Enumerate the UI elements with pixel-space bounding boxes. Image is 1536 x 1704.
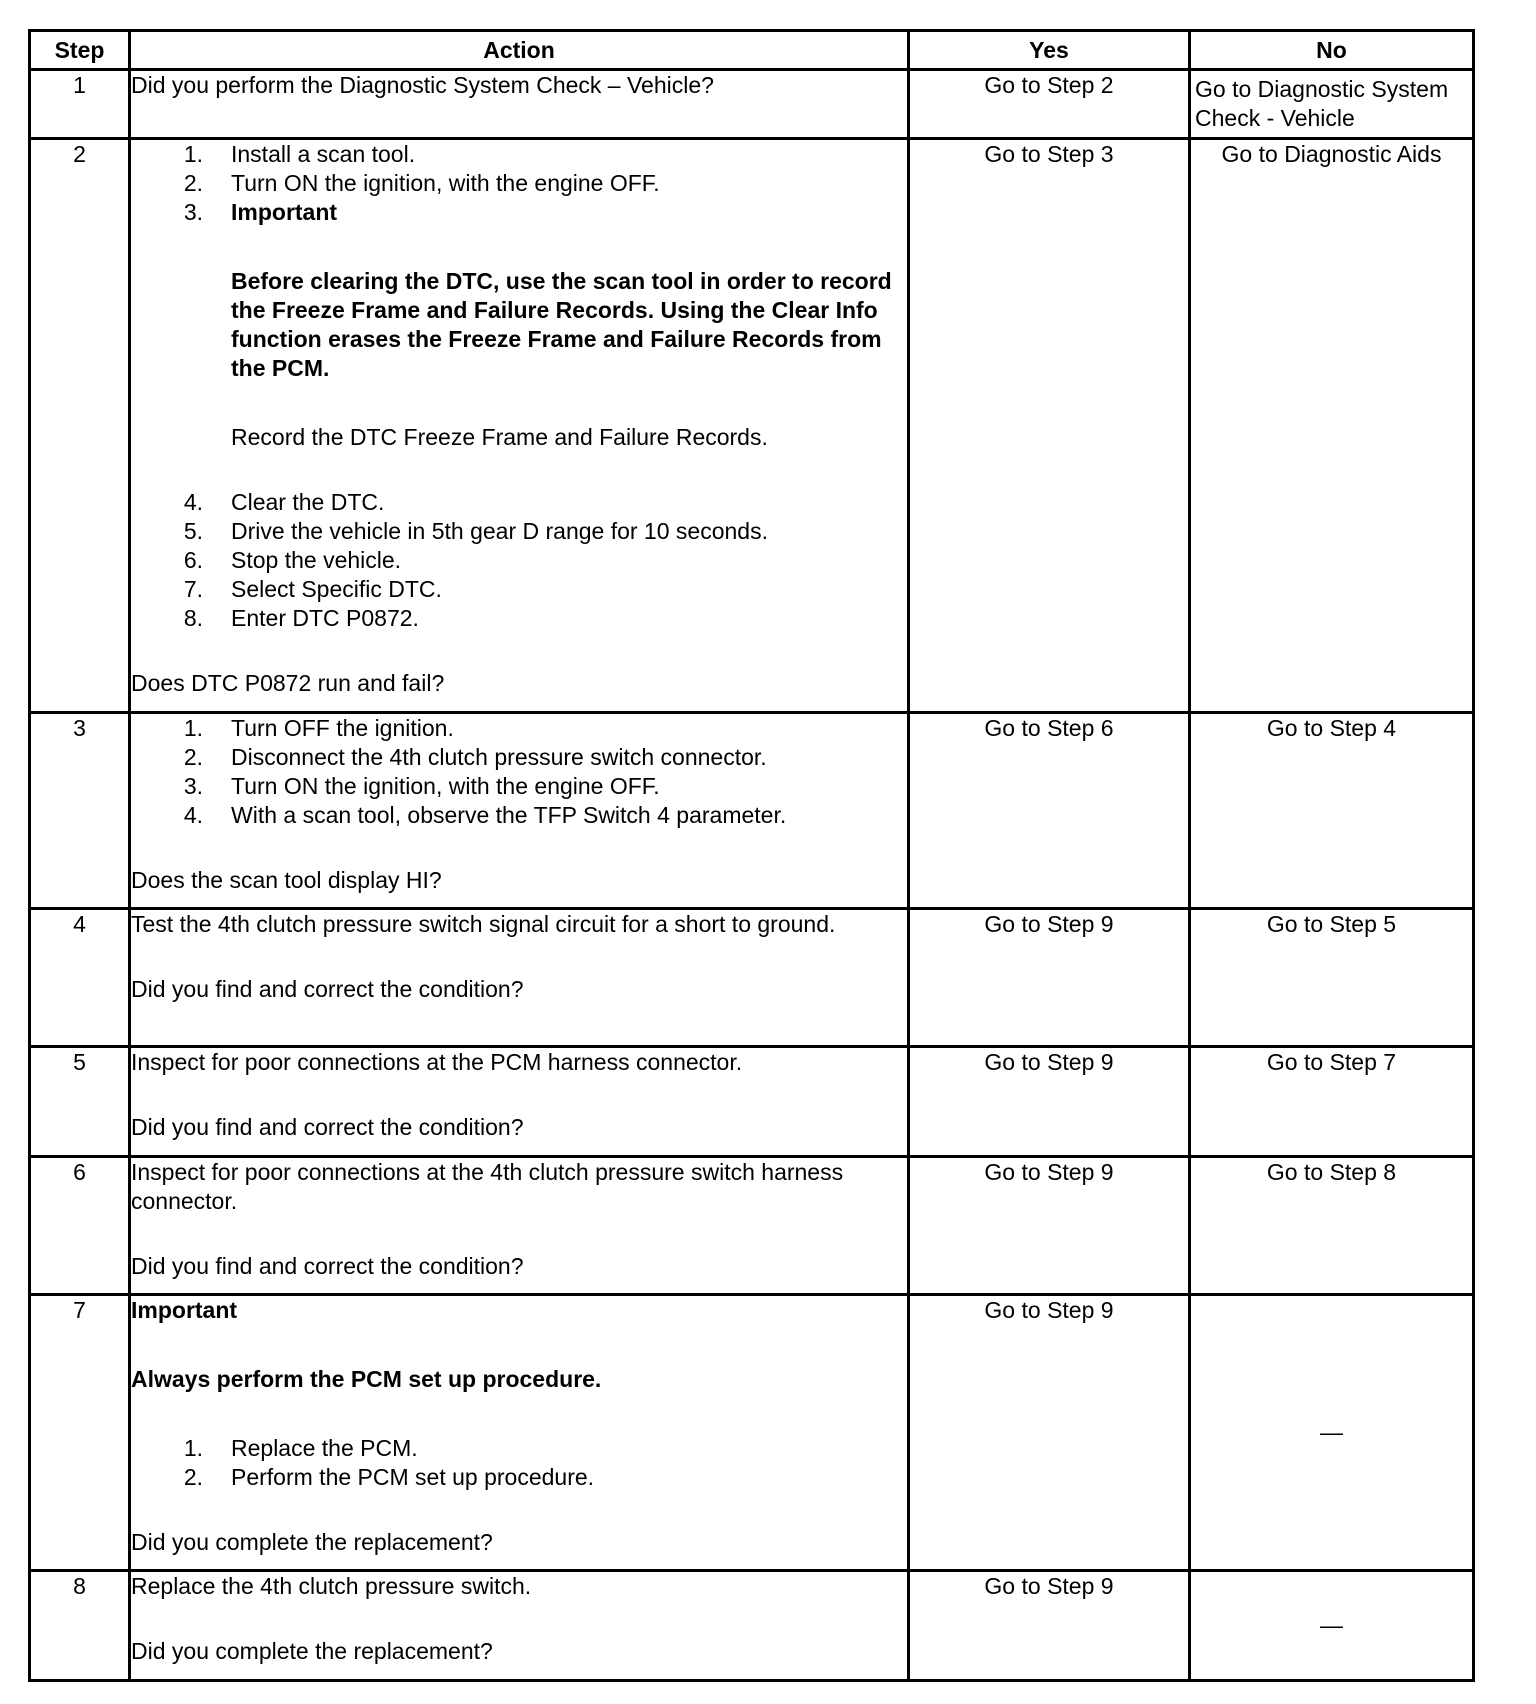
header-step: Step — [30, 31, 130, 70]
action-question: Did you perform the Diagnostic System Check – Vehicle? — [131, 72, 714, 98]
action-cell — [130, 1047, 909, 1157]
list-item: 5. Drive the vehicle in 5th gear D range for 10 seconds. — [183, 518, 768, 544]
list-item: 2. Turn ON the ignition, with the engine OFF. — [183, 170, 660, 196]
action-question: Did you complete the replacement? — [131, 1529, 493, 1555]
step-number: 4 — [30, 909, 130, 1047]
no-cell: — — [1190, 1295, 1474, 1571]
action-question: Did you complete the replacement? — [131, 1638, 493, 1664]
step-number: 2 — [30, 139, 130, 713]
action-text: Replace the 4th clutch pressure switch. — [131, 1573, 532, 1599]
list-item: 4. With a scan tool, observe the TFP Switch 4 parameter. — [183, 802, 787, 828]
yes-cell: Go to Step 9 — [909, 1157, 1190, 1295]
yes-cell: Go to Step 2 — [909, 70, 1190, 139]
action-cell — [130, 1157, 909, 1295]
list-item: 7. Select Specific DTC. — [183, 576, 442, 602]
yes-cell: Go to Step 3 — [909, 139, 1190, 713]
header-yes: Yes — [909, 31, 1190, 70]
action-cell — [130, 1295, 909, 1571]
action-cell — [130, 1571, 909, 1681]
action-question: Does the scan tool display HI? — [131, 867, 442, 893]
procedure-list — [131, 140, 907, 227]
list-item: 1. Replace the PCM. — [183, 1435, 418, 1461]
action-cell — [130, 139, 909, 713]
yes-cell: Go to Step 9 — [909, 1571, 1190, 1681]
no-cell: Go to Step 5 — [1190, 909, 1474, 1047]
table-row — [30, 1157, 1474, 1295]
header-no: No — [1190, 31, 1474, 70]
yes-cell: Go to Step 9 — [909, 1295, 1190, 1571]
action-question: Did you find and correct the condition? — [131, 1114, 524, 1140]
no-cell: Go to Diagnostic Aids — [1190, 139, 1474, 713]
table-row — [30, 139, 1474, 713]
record-instruction: Record the DTC Freeze Frame and Failure Records. — [231, 424, 768, 450]
action-question: Does DTC P0872 run and fail? — [131, 670, 445, 696]
action-text: Test the 4th clutch pressure switch signal circuit for a short to ground. — [131, 911, 836, 937]
step-number: 6 — [30, 1157, 130, 1295]
important-note: Always perform the PCM set up procedure. — [131, 1366, 602, 1392]
header-action: Action — [130, 31, 909, 70]
list-item: 3. Important — [183, 199, 338, 225]
step-number: 7 — [30, 1295, 130, 1571]
list-item: 1. Install a scan tool. — [183, 141, 416, 167]
important-note: Before clearing the DTC, use the scan tool in order to record the Freeze Frame and Failure Records. Using the Clear Info function erases the Freeze Frame and Failure Records from the PCM. — [231, 268, 892, 381]
action-question: Did you find and correct the condition? — [131, 1253, 524, 1279]
header-row — [30, 31, 1474, 70]
procedure-list — [131, 1434, 907, 1492]
procedure-list — [131, 714, 907, 830]
table-row — [30, 909, 1474, 1047]
list-item: 4. Clear the DTC. — [183, 489, 385, 515]
yes-cell: Go to Step 9 — [909, 1047, 1190, 1157]
yes-cell: Go to Step 9 — [909, 909, 1190, 1047]
step-number: 3 — [30, 713, 130, 909]
action-cell — [130, 909, 909, 1047]
action-text: Inspect for poor connections at the PCM harness connector. — [131, 1049, 743, 1075]
action-question: Did you find and correct the condition? — [131, 976, 524, 1002]
list-item: 2. Disconnect the 4th clutch pressure switch connector. — [183, 744, 767, 770]
action-text: Inspect for poor connections at the 4th clutch pressure switch harness connector. — [131, 1159, 844, 1214]
action-cell — [130, 70, 909, 139]
no-cell: Go to Step 7 — [1190, 1047, 1474, 1157]
list-item: 1. Turn OFF the ignition. — [183, 715, 454, 741]
diagnostic-table — [28, 29, 1475, 1682]
action-cell — [130, 713, 909, 909]
step-number: 1 — [30, 70, 130, 139]
no-cell: Go to Step 4 — [1190, 713, 1474, 909]
step-number: 8 — [30, 1571, 130, 1681]
table-row — [30, 1047, 1474, 1157]
table-row — [30, 1295, 1474, 1571]
table-row — [30, 70, 1474, 139]
list-item: 6. Stop the vehicle. — [183, 547, 402, 573]
no-cell: Go to Diagnostic System Check - Vehicle — [1190, 70, 1474, 139]
list-item: 8. Enter DTC P0872. — [183, 605, 419, 631]
procedure-list — [131, 488, 907, 633]
important-label: Important — [131, 1297, 238, 1323]
list-item: 2. Perform the PCM set up procedure. — [183, 1464, 595, 1490]
step-number: 5 — [30, 1047, 130, 1157]
list-item: 3. Turn ON the ignition, with the engine OFF. — [183, 773, 660, 799]
no-cell: Go to Step 8 — [1190, 1157, 1474, 1295]
yes-cell: Go to Step 6 — [909, 713, 1190, 909]
table-row — [30, 713, 1474, 909]
no-cell: — — [1190, 1571, 1474, 1681]
table-row — [30, 1571, 1474, 1681]
